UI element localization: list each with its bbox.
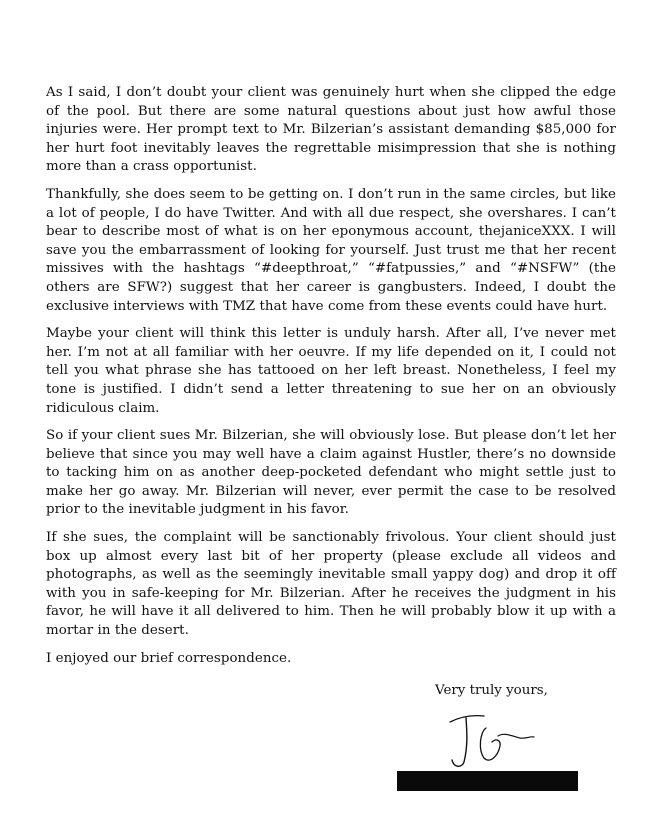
paragraph-1: As I said, I don’t doubt your client was genuinely hurt when she clipped the edge of the pool. But there are some natural questions about just how awful those injuries were. Her prompt text to Mr. Bilzerian’s assistant demanding $85,000 for her hurt foot inevitably leaves the regrettable misimpression that she is nothing more than a crass opportunist. <box>46 85 616 175</box>
letter-body <box>46 84 616 677</box>
redaction-bar <box>397 771 578 791</box>
handwritten-signature <box>440 706 550 772</box>
paragraph-closing-remark: I enjoyed our brief correspondence. <box>46 650 292 666</box>
paragraph-3: Maybe your client will think this letter is unduly harsh. After all, I’ve never met her. I’m not at all familiar with her oeuvre. If my life depended on it, I could not tell you what phrase she has tattooed on her left breast. Nonetheless, I feel my tone is justified. I didn’t send a letter threatening to sue her on an obviously ridiculous claim. <box>46 326 616 416</box>
paragraph-4: So if your client sues Mr. Bilzerian, she will obviously lose. But please don’t let her believe that since you may well have a claim against Hustler, there’s no downside to tacking him on as another deep-pocketed defendant who might settle just to make her go away. Mr. Bilzerian will never, ever permit the case to be resolved prior to the inevitable judgment in his favor. <box>46 428 616 518</box>
paragraph-2: Thankfully, she does seem to be getting on. I don’t run in the same circles, but like a lot of people, I do have Twitter. And with all due respect, she overshares. I can’t bear to describe most of what is on her eponymous account, thejaniceXXX. I will save you the embarrassment of looking for yourself. Just trust me that her recent missives with the hashtags “#deepthroat,” “#fatpussies,” and “#NSFW” (the others are SFW?) suggest that her career is gangbusters. Indeed, I doubt the exclusive interviews with TMZ that have come from these events could have hurt. <box>46 186 616 314</box>
closing-salutation: Very truly yours, <box>435 683 548 698</box>
paragraph-5: If she sues, the complaint will be sanctionably frivolous. Your client should just box up almost every last bit of her property (please exclude all videos and photographs, as well as the seemingly inevitable small yappy dog) and drop it off with you in safe-keeping for Mr. Bilzerian. After he receives the judgment in his favor, he will have it all delivered to him. Then he will probably blow it up with a mortar in the desert. <box>46 530 616 639</box>
